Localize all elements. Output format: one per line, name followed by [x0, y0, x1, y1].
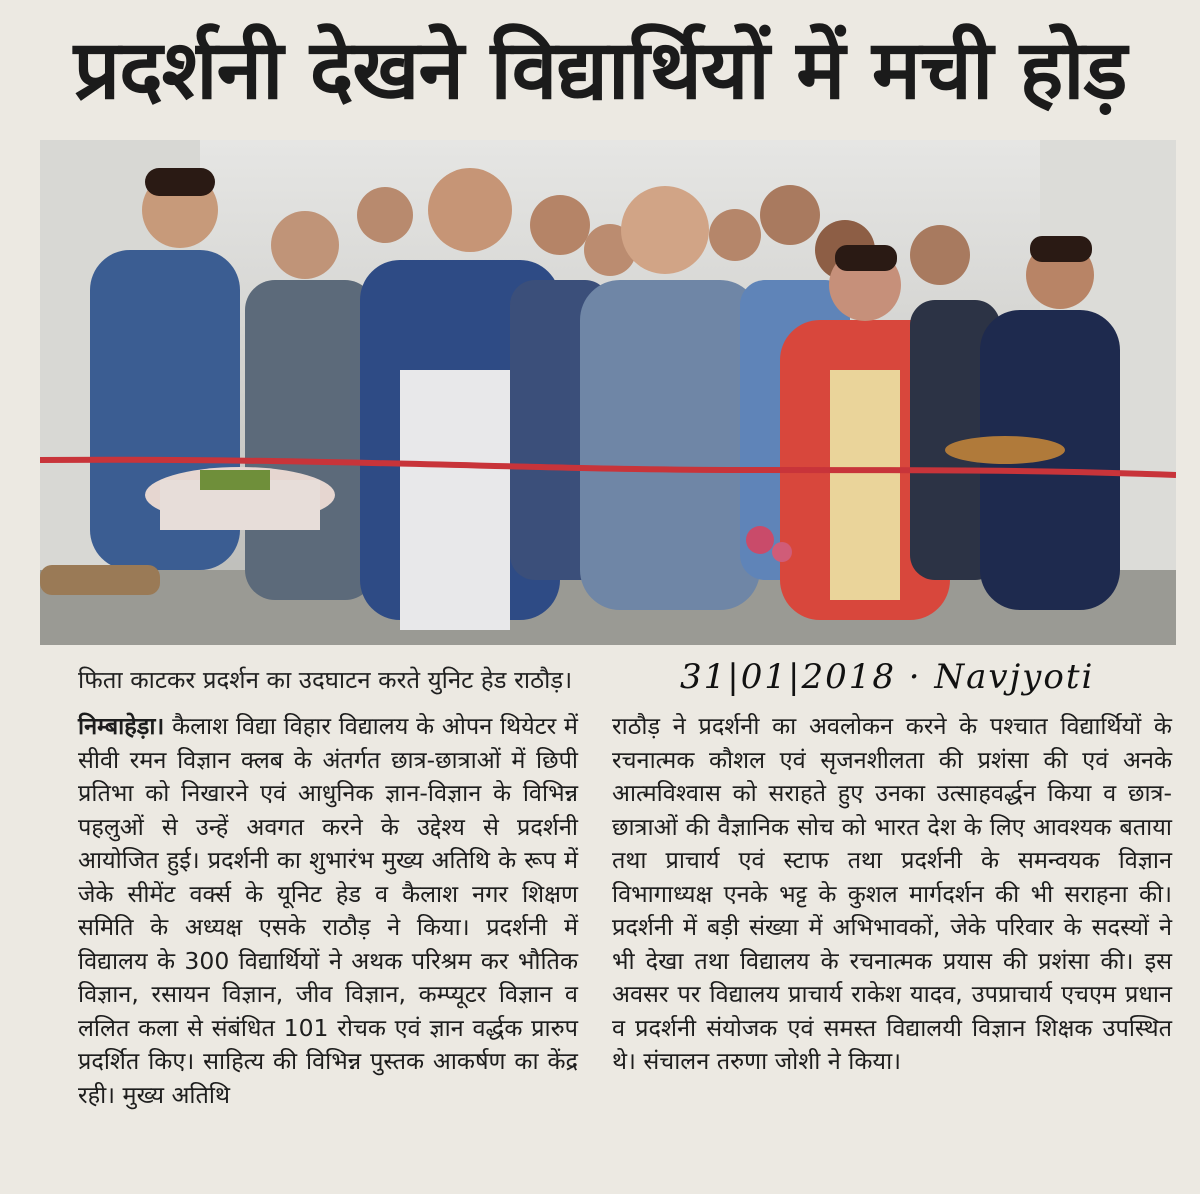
article-right-text: राठौड़ ने प्रदर्शनी का अवलोकन करने के पश्चात विद्यार्थियों के रचनात्मक कौशल एवं सृजनशीलता की प्रशंसा की एवं अनके आत्मविश्वास को सराहते हुए उनका उत्साहवर्द्धन किया व छात्र-छात्राओं की वैज्ञानिक सोच को भारत देश के लिए आवश्यक बताया तथा प्राचार्य एवं स्टाफ तथा प्रदर्शनी के समन्वयक विज्ञान विभागाध्यक्ष एनके भट्ट के कुशल मार्गदर्शन की भी सराहना की। प्रदर्शनी में बड़ी संख्या में अभिभावकों, जेके परिवार के सदस्यों ने भी देखा तथा विद्यालय के रचनात्मक प्रयास की प्रशंसा की। इस अवसर पर विद्यालय प्राचार्य राकेश यादव, उपप्राचार्य एचएम प्रधान व प्रदर्शनी संयोजक एवं समस्त विद्यालयी विज्ञान शिक्षक उपस्थित थे। संचालन तरुणा जोशी ने किया।: [612, 712, 1172, 1075]
ribbon-cutting-photo-icon: [40, 140, 1176, 645]
handwritten-date-note: 31|01|2018 · Navjyoti: [680, 657, 1095, 697]
headline: प्रदर्शनी देखने विद्यार्थियों में मची होड़: [73, 23, 1127, 118]
caption-row: [0, 655, 1200, 705]
article-dateline: निम्बाहेड़ा।: [78, 712, 165, 740]
photo-caption: फिता काटकर प्रदर्शन का उदघाटन करते युनिट हेड राठौड़।: [78, 666, 573, 694]
article-left-column: [78, 710, 578, 1112]
article-right-column: [612, 710, 1172, 1079]
news-photo: [40, 140, 1176, 645]
article-left-text: कैलाश विद्या विहार विद्यालय के ओपन थियेटर में सीवी रमन विज्ञान क्लब के अंतर्गत छात्र-छात्राओं में छिपी प्रतिभा को निखारने एवं आधुनिक ज्ञान-विज्ञान के विभिन्न पहलुओं से उन्हें अवगत करने के उद्देश्य से प्रदर्शनी आयोजित हुई। प्रदर्शनी का शुभारंभ मुख्य अतिथि के रूप में जेके सीमेंट वर्क्स के यूनिट हेड व कैलाश नगर शिक्षण समिति के अध्यक्ष एसके राठौड़ ने किया। प्रदर्शनी में विद्यालय के 300 विद्यार्थियों ने अथक परिश्रम कर भौतिक विज्ञान, रसायन विज्ञान, जीव विज्ञान, कम्प्यूटर विज्ञान व ललित कला से संबंधित 101 रोचक एवं ज्ञान वर्द्धक प्रारुप प्रदर्शित किए। साहित्य की विभिन्न पुस्तक आकर्षण का केंद्र रही। मुख्य अतिथि: [78, 712, 578, 1109]
